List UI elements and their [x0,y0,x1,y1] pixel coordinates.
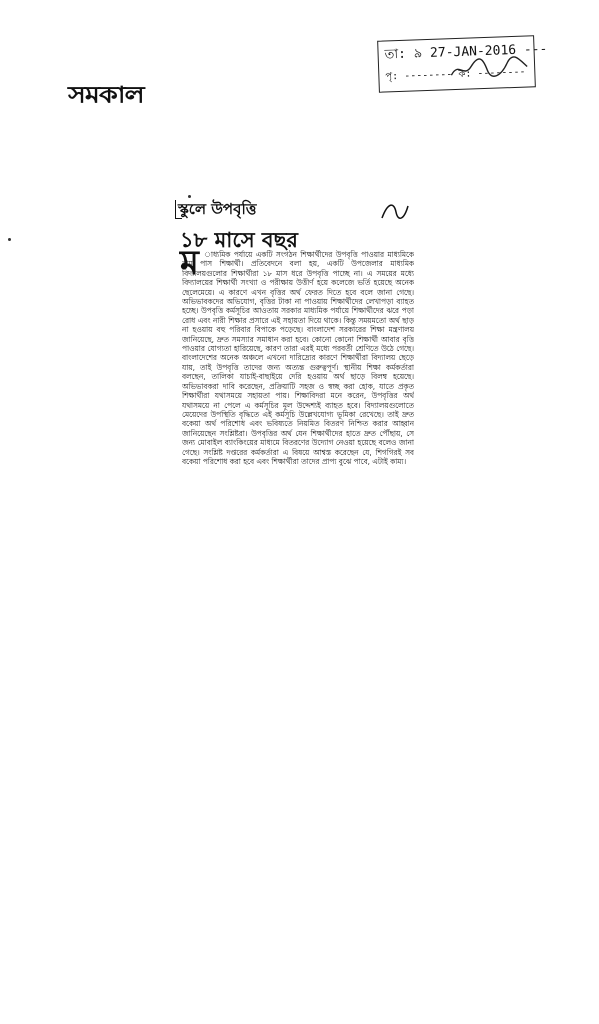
stamp-page-line: পৃ: -------- ক: -------- [385,66,526,83]
article-dropcap: ম [180,243,199,283]
article-kicker: স্কুলে উপবৃত্তি [178,200,257,218]
scan-speck [8,238,11,241]
editor-mark [380,200,410,222]
stamp-date: তা: ৯ 27-JAN-2016 --- [384,41,548,63]
archive-stamp [377,35,548,92]
article-body [182,250,414,610]
masthead: সমকাল [68,82,144,109]
article-headline: ১৮ মাসে বছর [180,227,298,252]
signature-scribble [449,52,530,81]
article-body-paragraph: াধ্যমিক পর্যায়ে একটি সংগঠন শিক্ষার্থীদের উপবৃত্তি পাওয়ার মাধ্যমিকে নাম পাস শিক্ষার্থী। প্রতিবেদনে বলা হয়, একটি উপজেলার মাধ্যমিক বিদ্যালয়গুলোর শিক্ষার্থীরা ১৮ মাস ধরে উপবৃত্তি পাচ্ছে না। এ সময়ের মধ্যে বিদ্যালয়ের শিক্ষার্থী সংখ্যা ও পরীক্ষায় উত্তীর্ণ হয়ে কলেজে ভর্তি হয়েছে অনেক ছেলেমেয়ে। এ কারণে এখন বৃত্তির অর্থ ফেরত দিতে হবে বলে জানা গেছে। অভিভাবকদের অভিযোগ, বৃত্তির টাকা না পাওয়ায় শিক্ষার্থীদের লেখাপড়া ব্যাহত হচ্ছে। উপবৃত্তি কর্মসূচির আওতায় সরকার মাধ্যমিক পর্যায়ে শিক্ষার্থীদের ঝরে পড়া রোধ এবং নারী শিক্ষার প্রসারে এই সহায়তা দিয়ে থাকে। কিন্তু সময়মতো অর্থ ছাড় না হওয়ায় বহু পরিবার বিপাকে পড়েছে। বাংলাদেশ সরকারের শিক্ষা মন্ত্রণালয় জানিয়েছে, দ্রুত সমস্যার সমাধান করা হবে। কোনো কোনো শিক্ষার্থী আবার বৃত্তি পাওয়ার যোগ্যতা হারিয়েছে, কারণ তারা এরই মধ্যে পরবর্তী শ্রেণিতে উঠে গেছে। বাংলাদেশের অনেক অঞ্চলে এখনো দারিদ্র্যের কারণে শিক্ষার্থীরা বিদ্যালয় ছেড়ে যায়, তাই উপবৃত্তি তাদের জন্য অত্যন্ত গুরুত্বপূর্ণ। স্থানীয় শিক্ষা কর্মকর্তারা বলছেন, তালিকা যাচাই-বাছাইয়ে দেরি হওয়ায় অর্থ ছাড়ে বিলম্ব হয়েছে। অভিভাবকরা দাবি করেছেন, প্রক্রিয়াটি সহজ ও স্বচ্ছ করা হোক, যাতে প্রকৃত শিক্ষার্থীরা যথাসময়ে সহায়তা পায়। শিক্ষাবিদরা মনে করেন, উপবৃত্তির অর্থ যথাসময়ে না পেলে এ কর্মসূচির মূল উদ্দেশ্যই ব্যাহত হবে। বিদ্যালয়গুলোতে মেয়েদের উপস্থিতি বৃদ্ধিতে এই কর্মসূচি উল্লেখযোগ্য ভূমিকা রেখেছে। তাই দ্রুত বকেয়া অর্থ পরিশোধ এবং ভবিষ্যতে নিয়মিত বিতরণ নিশ্চিত করার আহ্বান জানিয়েছেন সংশ্লিষ্টরা। উপবৃত্তির অর্থ যেন শিক্ষার্থীদের হাতে দ্রুত পৌঁছায়, সে জন্য মোবাইল ব্যাংকিংয়ের মাধ্যমে বিতরণের উদ্যোগ নেওয়া হয়েছে বলেও জানা গেছে। সংশ্লিষ্ট দপ্তরের কর্মকর্তারা এ বিষয়ে আশ্বস্ত করেছেন যে, শিগগিরই সব বকেয়া পরিশোধ করা হবে এবং শিক্ষার্থীরা তাদের প্রাপ্য বুঝে পাবে, এটাই কাম্য। [182,250,414,466]
